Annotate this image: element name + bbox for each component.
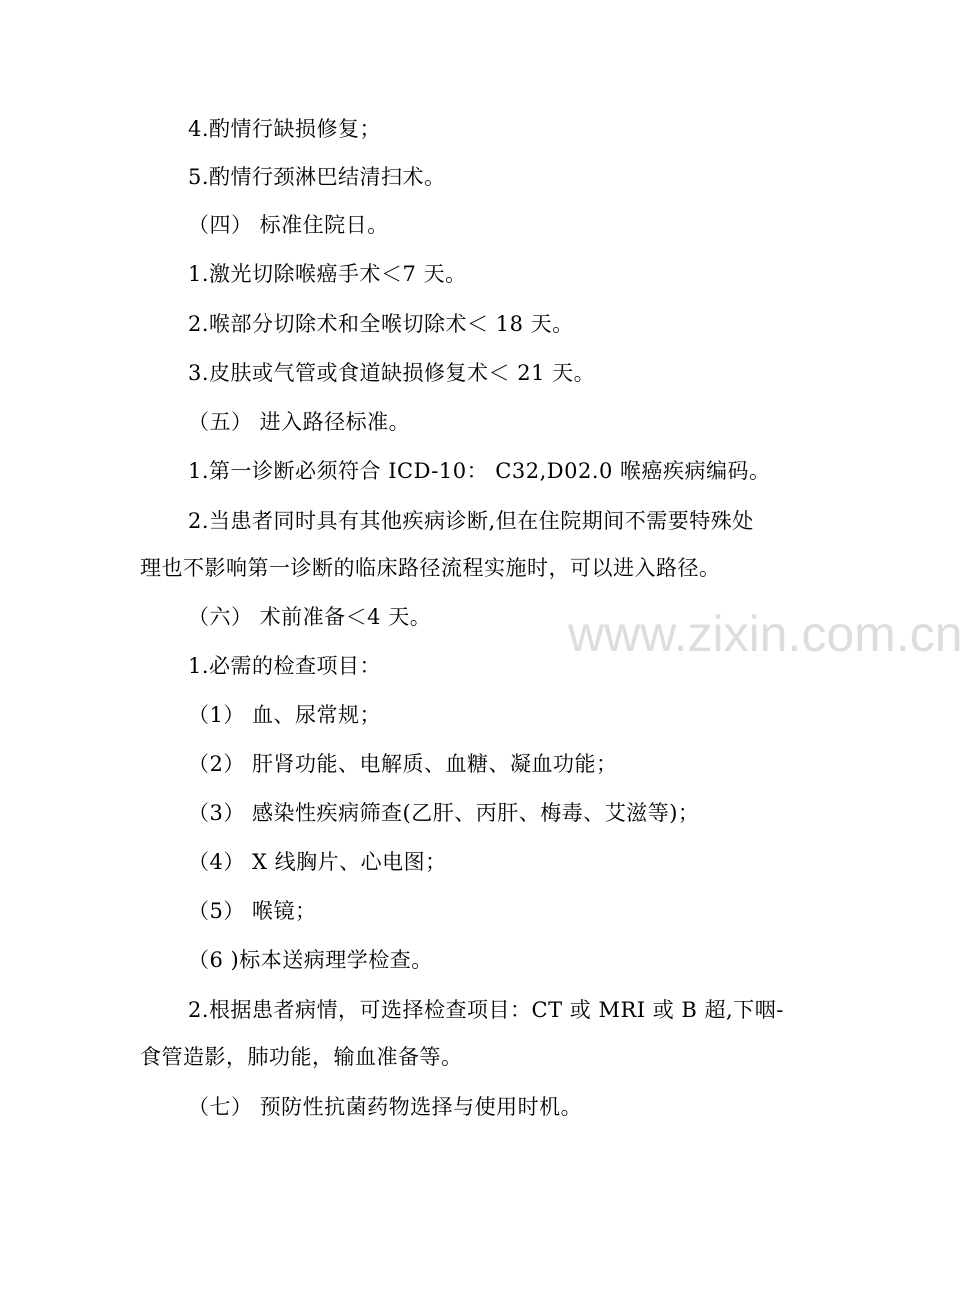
text-line: （3） 感染性疾病筛查(乙肝、丙肝、梅毒、艾滋等)； [188, 801, 700, 825]
text-line: 1.必需的检查项目： [188, 654, 382, 678]
text-line: 2.喉部分切除术和全喉切除术＜ 18 天。 [188, 312, 574, 336]
watermark: www.zixin.com.cn [568, 606, 963, 662]
text-line: （4） X 线胸片、心电图； [188, 850, 447, 874]
text-line: 1.激光切除喉癌手术＜7 天。 [188, 262, 467, 286]
text-line: （1） 血、尿常规； [188, 703, 382, 727]
text-line: （6 )标本送病理学检查。 [188, 948, 433, 972]
text-line: 1.第一诊断必须符合 ICD-10： C32,D02.0 喉癌疾病编码。 [188, 459, 771, 483]
section-heading: （六） 术前准备＜4 天。 [188, 605, 432, 629]
section-heading: （四） 标准住院日。 [188, 213, 389, 237]
text-line: 2.根据患者病情，可选择检查项目：CT 或 MRI 或 B 超,下咽- [188, 998, 784, 1022]
text-line: 4.酌情行缺损修复； [188, 117, 382, 141]
text-line: 2.当患者同时具有其他疾病诊断,但在住院期间不需要特殊处 [188, 509, 754, 533]
text-line: 3.皮肤或气管或食道缺损修复术＜ 21 天。 [188, 361, 596, 385]
section-heading: （五） 进入路径标准。 [188, 410, 411, 434]
text-line: （5） 喉镜； [188, 899, 317, 923]
text-line: 5.酌情行颈淋巴结清扫术。 [188, 165, 446, 189]
text-line: （2） 肝肾功能、电解质、血糖、凝血功能； [188, 752, 618, 776]
section-heading: （七） 预防性抗菌药物选择与使用时机。 [188, 1095, 583, 1119]
text-line: 理也不影响第一诊断的临床路径流程实施时，可以进入路径。 [140, 556, 721, 580]
text-line: 食管造影，肺功能，输血准备等。 [140, 1045, 463, 1069]
